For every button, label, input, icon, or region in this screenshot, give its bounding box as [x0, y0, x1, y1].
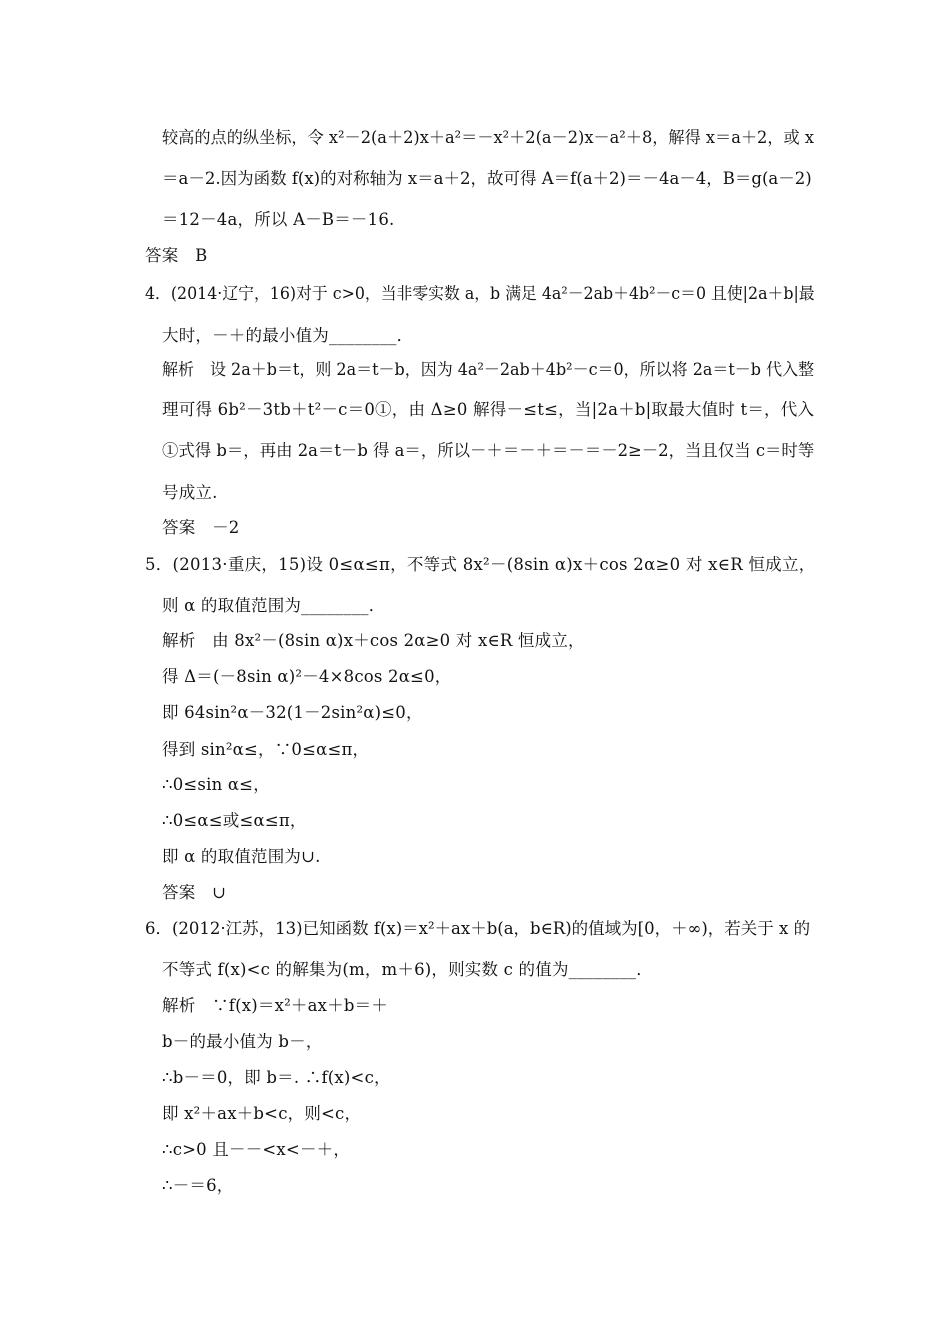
text-line: 解析 ∵f(x)＝x²＋ax＋b＝＋	[162, 996, 389, 1015]
text-line: 得到 sin²α≤，∵0≤α≤π，	[162, 740, 370, 759]
text-line: ∴0≤α≤或≤α≤π，	[162, 811, 307, 830]
text-line: 即 α 的取值范围为∪.	[162, 847, 321, 866]
answer-label: 答案 ∪	[162, 883, 227, 902]
text-line: ＝a－2.因为函数 f(x)的对称轴为 x＝a＋2，故可得 A＝f(a＋2)＝－4a－4，B＝g(a－2)	[162, 169, 812, 188]
text-line: 较高的点的纵坐标，令 x²－2(a＋2)x＋a²＝－x²＋2(a－2)x－a²＋8，解得 x＝a＋2，或 x	[162, 128, 814, 147]
text-line: b－的最小值为 b－，	[162, 1032, 323, 1051]
text-line: 解析 由 8x²－(8sin α)x＋cos 2α≥0 对 x∈R 恒成立，	[162, 631, 585, 650]
text-line: ∴－＝6，	[162, 1176, 234, 1195]
answer-label: 答案 －2	[162, 518, 240, 537]
text-line: 大时，－＋的最小值为________．	[162, 326, 414, 345]
text-line: 得 Δ＝(－8sin α)²－4×8cos 2α≤0，	[162, 667, 452, 686]
text-line: 号成立.	[162, 483, 218, 502]
text-line: 理可得 6b²－3tb＋t²－c＝0①，由 Δ≥0 解得－≤t≤，当|2a＋b|取最大值时 t＝，代入	[162, 400, 815, 419]
text-line: 则 α 的取值范围为________．	[162, 596, 386, 615]
question-6-line: 6．(2012·江苏，13)已知函数 f(x)＝x²＋ax＋b(a，b∈R)的值域为[0，＋∞)，若关于 x 的	[145, 919, 811, 938]
text-line: 即 x²＋ax＋b<c，则<c，	[162, 1104, 362, 1123]
text-line: ＝12－4a，所以 A－B＝－16.	[162, 210, 395, 229]
text-line: ∴0≤sin α≤，	[162, 775, 270, 794]
text-line: 解析 设 2a＋b＝t，则 2a＝t－b，因为 4a²－2ab＋4b²－c＝0，所以将 2a＝t－b 代入整	[162, 360, 815, 379]
text-line: ①式得 b＝，再由 2a＝t－b 得 a＝，所以－＋＝－＋＝－＝－2≥－2，当且仅当 c＝时等	[162, 441, 815, 460]
question-4-line: 4．(2014·辽宁，16)对于 c>0，当非零实数 a，b 满足 4a²－2ab＋4b²－c＝0 且使|2a＋b|最	[145, 284, 815, 303]
text-line: ∴c>0 且－－<x<－＋，	[162, 1140, 351, 1159]
answer-label: 答案 B	[145, 246, 208, 265]
text-line: ∴b－＝0，即 b＝. ∴f(x)<c，	[162, 1068, 391, 1087]
text-line: 不等式 f(x)<c 的解集为(m，m＋6)，则实数 c 的值为________．	[162, 960, 653, 979]
text-line: 即 64sin²α－32(1－2sin²α)≤0，	[162, 703, 423, 722]
question-5-line: 5．(2013·重庆，15)设 0≤α≤π，不等式 8x²－(8sin α)x＋cos 2α≥0 对 x∈R 恒成立，	[145, 555, 816, 574]
